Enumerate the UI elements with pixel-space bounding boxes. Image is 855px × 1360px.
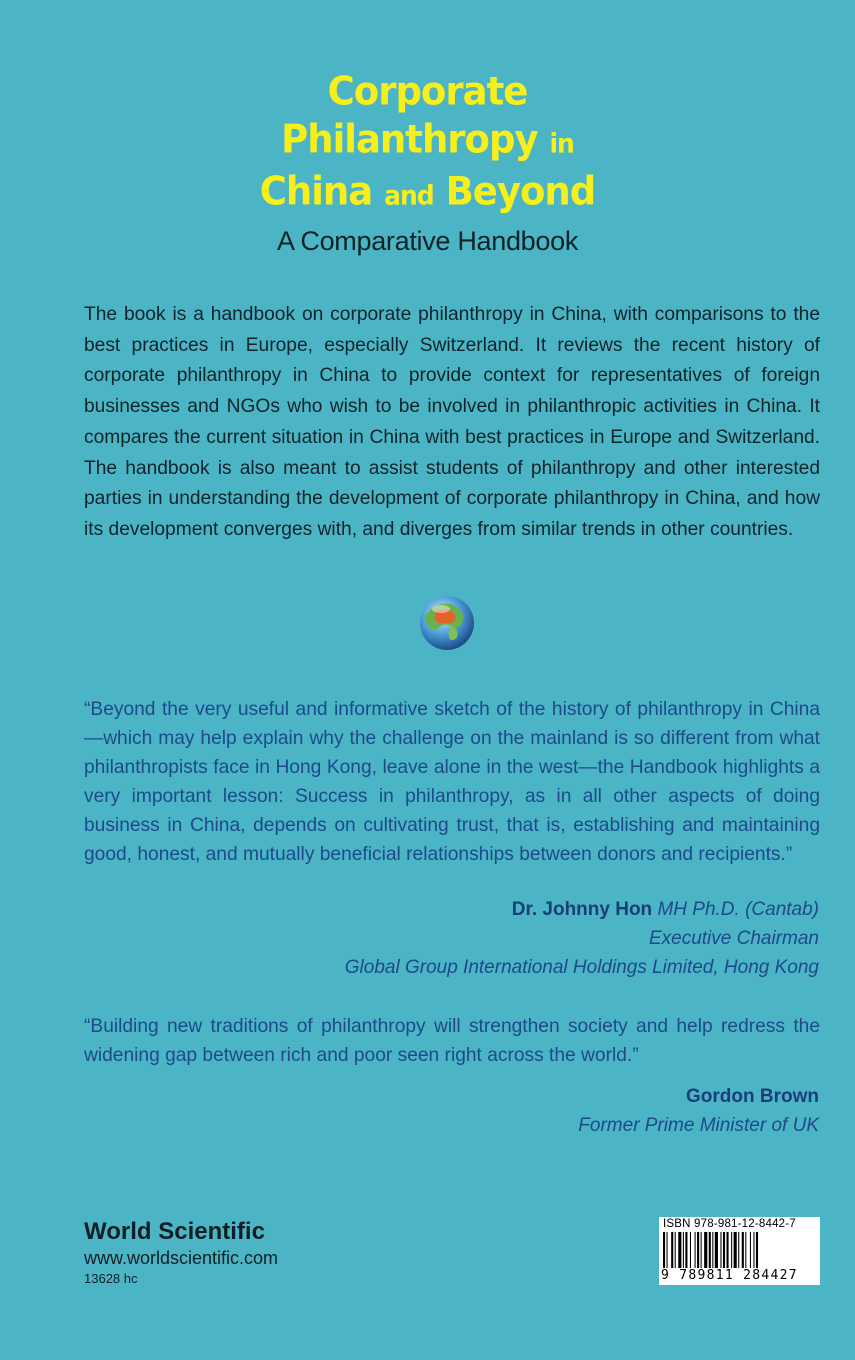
- barcode-digits: 9 789811 284427: [661, 1268, 818, 1283]
- barcode-bar: [756, 1232, 758, 1268]
- publisher-block: [84, 1218, 278, 1288]
- barcode-bar: [723, 1232, 725, 1268]
- isbn-barcode: [659, 1217, 820, 1285]
- barcode-bar: [753, 1232, 754, 1268]
- endorser-organization: Global Group International Holdings Limited, Hong Kong: [344, 957, 819, 978]
- globe-icon: [419, 595, 475, 651]
- barcode-bar: [685, 1232, 687, 1268]
- barcode-bar: [690, 1232, 691, 1268]
- barcode-bar: [720, 1232, 721, 1268]
- barcode-bar: [712, 1232, 713, 1268]
- barcode-bar: [750, 1232, 751, 1268]
- endorser-name: Dr. Johnny Hon: [511, 899, 653, 920]
- title-word-corporate: Corporate: [327, 68, 528, 115]
- isbn-label: ISBN 978-981-12-8442-7: [663, 1218, 796, 1230]
- title-word-philanthropy: Philanthropy: [281, 116, 538, 162]
- barcode-bar: [742, 1232, 744, 1268]
- title-word-china: China: [259, 168, 373, 214]
- endorser-role: Former Prime Minister of UK: [578, 1115, 819, 1136]
- subtitle: A Comparative Handbook: [276, 226, 579, 256]
- endorsement-attribution-1: [345, 895, 819, 982]
- title-line-2: [0, 115, 855, 170]
- endorser-role: Executive Chairman: [648, 928, 819, 949]
- barcode-bar: [734, 1232, 737, 1268]
- barcode-bar: [663, 1232, 665, 1268]
- barcode-bars: [663, 1232, 816, 1268]
- barcode-bar: [738, 1232, 739, 1268]
- attribution-name-line: [345, 895, 819, 924]
- barcode-bar: [675, 1232, 676, 1268]
- endorser-name: Gordon Brown: [686, 1086, 819, 1107]
- barcode-bar: [731, 1232, 732, 1268]
- product-code: 13628 hc: [84, 1271, 138, 1286]
- barcode-bar: [697, 1232, 699, 1268]
- endorsement-quote-1: “Beyond the very useful and informative sketch of the history of philanthropy in China—which may help explain why the challenge on the mainland is so different from what philanthropists face in Hong Kong, leave alone in the west—the Handbook highlights a very important lesson: Success in philanthropy, as in all other aspects of doing business in China, depends on cultivating trust, that is, establishing and maintaining good, honest, and mutually beneficial relationships between donors and recipients.”: [84, 699, 820, 865]
- title-line-1: [0, 67, 855, 117]
- barcode-bar: [671, 1232, 673, 1268]
- barcode-bar: [695, 1232, 696, 1268]
- title-word-beyond: Beyond: [445, 168, 596, 214]
- publisher-url: www.worldscientific.com: [84, 1248, 279, 1268]
- barcode-bar: [667, 1232, 668, 1268]
- endorsement-attribution-2: [578, 1082, 819, 1140]
- publisher-name: World Scientific: [84, 1218, 265, 1245]
- barcode-bar: [709, 1232, 711, 1268]
- title-line-3: [0, 167, 855, 222]
- barcode-bar: [715, 1232, 718, 1268]
- barcode-bar: [727, 1232, 729, 1268]
- endorser-credentials: MH Ph.D. (Cantab): [657, 899, 819, 920]
- barcode-bar: [745, 1232, 746, 1268]
- barcode-bar: [683, 1232, 684, 1268]
- barcode-bar: [701, 1232, 702, 1268]
- endorsement-quote-2: “Building new traditions of philanthropy will strengthen society and help redress the widening gap between rich and poor seen right across the world.”: [84, 1016, 820, 1066]
- title-block: [0, 68, 855, 257]
- barcode-bar: [704, 1232, 707, 1268]
- title-word-in: in: [549, 128, 574, 159]
- title-word-and: and: [384, 180, 434, 211]
- book-description: The book is a handbook on corporate philanthropy in China, with comparisons to the best practices in Europe, especially Switzerland. It reviews the recent history of corporate philanthropy in China to provide context for representatives of foreign businesses and NGOs who wish to be involved in philanthropic activities in China. It compares the current situation in China with best practices in Europe and Switzerland. The handbook is also meant to assist students of philanthropy and other interested parties in understanding the development of corporate philanthropy in China, and how its development converges with, and diverges from similar trends in other countries.: [84, 304, 820, 540]
- barcode-bar: [678, 1232, 681, 1268]
